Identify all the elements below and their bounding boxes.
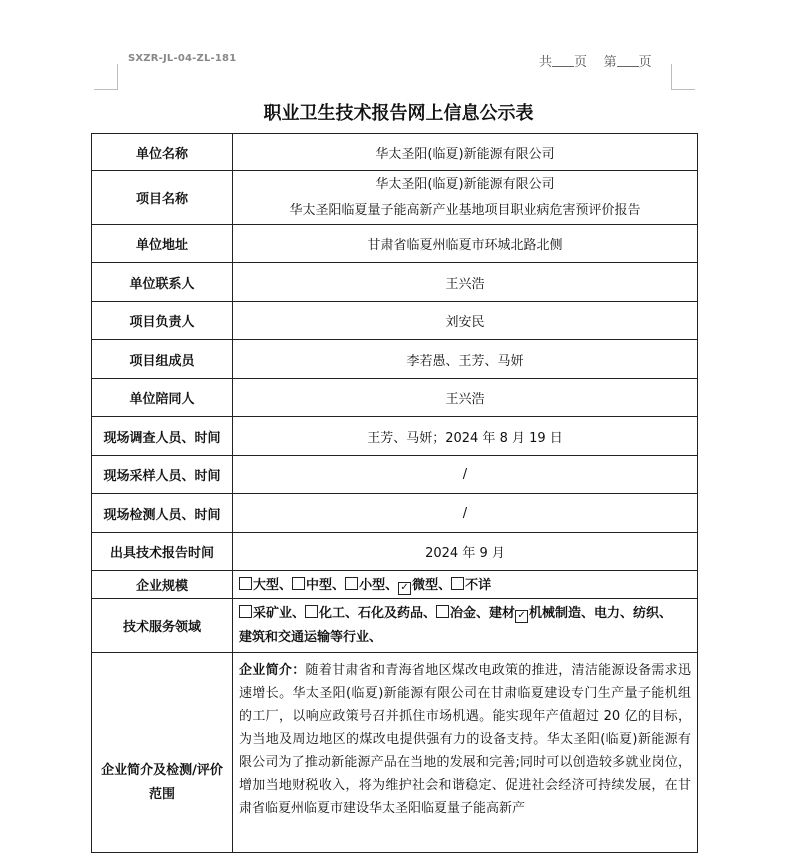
- scale-option[interactable]: 大型、: [239, 578, 292, 593]
- table-row: [92, 302, 698, 340]
- crop-mark-right-vertical: [671, 64, 672, 90]
- row-value: 王芳、马妍；2024 年 8 月 19 日: [233, 417, 698, 456]
- row-value: /: [233, 494, 698, 533]
- crop-mark-left-vertical: [117, 64, 118, 90]
- row-label: 出具技术报告时间: [92, 533, 233, 571]
- row-label: 单位名称: [92, 134, 233, 171]
- page-title: 职业卫生技术报告网上信息公示表: [263, 103, 534, 124]
- scale-option[interactable]: 小型、: [345, 578, 398, 593]
- checkbox-icon: [345, 577, 358, 590]
- row-label: 单位地址: [92, 225, 233, 263]
- row-value: 2024 年 9 月: [233, 533, 698, 571]
- table-row: [92, 379, 698, 417]
- crop-mark-left-horizontal: [94, 89, 118, 90]
- checkbox-icon: [305, 605, 318, 618]
- table-row: [92, 533, 698, 571]
- page-number: 共 页 第 页: [539, 55, 652, 70]
- checked-checkbox-icon: ✓: [398, 582, 411, 595]
- row-label: 现场检测人员、时间: [92, 494, 233, 533]
- checkbox-icon: [292, 577, 305, 590]
- row-value: 刘安民: [233, 302, 698, 340]
- row-label: 企业简介及检测/评价范围: [92, 653, 233, 853]
- domain-options: 采矿业、 化工、石化及药品、 冶金、建材 ✓ 机械制造、电力、纺织、 建筑和交通运输等行业、: [233, 599, 698, 653]
- table-row: [92, 263, 698, 302]
- domain-option[interactable]: 化工、石化及药品、: [305, 606, 436, 621]
- row-value: 王兴浩: [233, 379, 698, 417]
- table-row: [92, 599, 698, 653]
- scale-option[interactable]: 不详: [451, 578, 491, 593]
- table-row: [92, 653, 698, 853]
- domain-option[interactable]: 冶金、建材: [436, 606, 515, 621]
- row-value: /: [233, 456, 698, 494]
- intro-heading: 企业简介：: [239, 663, 306, 678]
- scale-option[interactable]: 中型、: [292, 578, 345, 593]
- row-label: 项目名称: [92, 171, 233, 225]
- checkbox-icon: [239, 577, 252, 590]
- domain-option[interactable]: ✓ 机械制造、电力、纺织、: [515, 606, 672, 621]
- checked-checkbox-icon: ✓: [515, 610, 528, 623]
- row-label: 单位联系人: [92, 263, 233, 302]
- row-label: 项目组成员: [92, 340, 233, 379]
- table-row: [92, 225, 698, 263]
- row-label: 项目负责人: [92, 302, 233, 340]
- table-row: [92, 571, 698, 599]
- row-label: 现场采样人员、时间: [92, 456, 233, 494]
- table-row: [92, 494, 698, 533]
- checkbox-icon: [436, 605, 449, 618]
- row-label: 企业规模: [92, 571, 233, 599]
- row-value: 李若愚、王芳、马妍: [233, 340, 698, 379]
- table-row: [92, 456, 698, 494]
- row-value: 华太圣阳(临夏)新能源有限公司 华太圣阳临夏量子能高新产业基地项目职业病危害预评价报告: [233, 171, 698, 225]
- row-label: 现场调查人员、时间: [92, 417, 233, 456]
- table-row: [92, 417, 698, 456]
- document-code: SXZR-JL-04-ZL-181: [128, 53, 237, 64]
- scale-options: [233, 571, 698, 599]
- info-table: [91, 133, 698, 853]
- table-row: [92, 171, 698, 225]
- checkbox-icon: [451, 577, 464, 590]
- row-value: 王兴浩: [233, 263, 698, 302]
- table-row: [92, 340, 698, 379]
- domain-option[interactable]: 采矿业、: [239, 606, 305, 621]
- row-label: 单位陪同人: [92, 379, 233, 417]
- checkbox-icon: [239, 605, 252, 618]
- intro-text: 随着甘肃省和青海省地区煤改电政策的推进，清洁能源设备需求迅速增长。华太圣阳(临夏)新能源有限公司在甘肃临夏建设专门生产量子能机组的工厂，以响应政策号召并抓住市场机遇。能实现年产值超过 20 亿的目标，为当地及周边地区的煤改电提供强有力的设备支持。华太圣阳(临夏)新能源有限公司为了推动新能源产品在当地的发展和完善;同时可以创造较多就业岗位，增加当地财税收入，将为维护社会和谐稳定、促进社会经济可持续发展，在甘肃省临夏州临夏市建设华太圣阳临夏量子能高新产: [239, 663, 691, 816]
- row-value: 甘肃省临夏州临夏市环城北路北侧: [233, 225, 698, 263]
- row-value: 华太圣阳(临夏)新能源有限公司: [233, 134, 698, 171]
- table-row: [92, 134, 698, 171]
- company-intro: [233, 653, 698, 853]
- row-label: 技术服务领域: [92, 599, 233, 653]
- scale-option[interactable]: ✓ 微型、: [398, 578, 451, 593]
- crop-mark-right-horizontal: [671, 89, 695, 90]
